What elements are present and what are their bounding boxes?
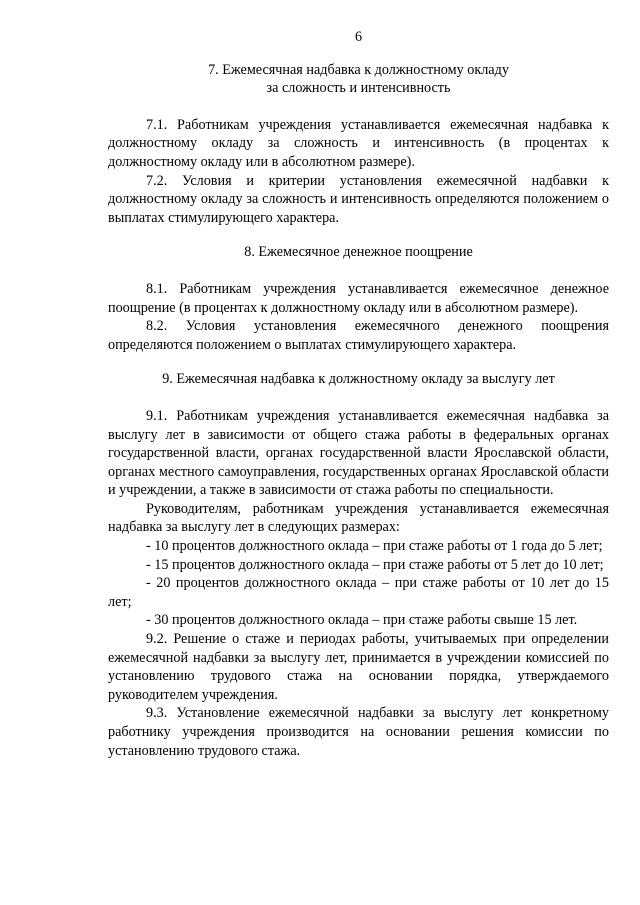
list-item-30-percent: - 30 процентов должностного оклада – при стаже работы свыше 15 лет. [146,612,578,629]
document-page [108,28,609,760]
paragraph-9-3: 9.3. Установление ежемесячной надбавки за выслугу лет конкретному работнику учреждения производится на основании решения комиссии по установлению трудового стажа. [108,705,609,759]
paragraph-9-2: 9.2. Решение о стаже и периодах работы, учитываемых при определении ежемесячной надбавки за выслугу лет, принимается в учреждении комиссией по установлению трудового стажа на основании порядка, утверждаемого руководителем учреждения. [108,631,609,703]
heading-line: за сложность и интенсивность [266,80,451,97]
section-8-heading [108,243,609,262]
list-item-15-percent: - 15 процентов должностного оклада – при стаже работы от 5 лет до 10 лет; [146,556,604,573]
paragraph-8-2: 8.2. Условия установления ежемесячного денежного поощрения определяются положением о выплатах стимулирующего характера. [108,318,609,353]
heading-line: 7. Ежемесячная надбавка к должностному окладу [208,61,509,78]
paragraph-8-1: 8.1. Работникам учреждения устанавливается ежемесячное денежное поощрение (в процентах к должностному окладу или в абсолютном размере). [108,280,609,316]
heading-line: 9. Ежемесячная надбавка к должностному окладу за выслугу лет [162,371,555,388]
paragraph-9-1: 9.1. Работникам учреждения устанавливается ежемесячная надбавка за выслугу лет в зависимости от общего стажа работы в федеральных органах государственной власти, органах государственной власти Ярославской области, органах местного самоуправления, государственных органах Ярославской области и учреждении, а также в зависимости от стажа работы по специальности. [108,407,609,499]
paragraph-7-2: 7.2. Условия и критерии установления ежемесячной надбавки к должностному окладу за сложность и интенсивность определяются положением о выплатах стимулирующего характера. [108,172,609,226]
list-item-20-percent: - 20 процентов должностного оклада – при стаже работы от 10 лет до 15 лет; [108,575,609,610]
paragraph-7-1: 7.1. Работникам учреждения устанавливается ежемесячная надбавка к должностному окладу за сложность и интенсивность (в процентах к должностному окладу или в абсолютном размере). [108,116,609,170]
paragraph-9-1-leaders: Руководителям, работникам учреждения устанавливается ежемесячная надбавка за выслугу лет в следующих размерах: [108,500,609,536]
page-number: 6 [354,29,363,45]
section-9-heading [108,370,609,389]
list-item-10-percent: - 10 процентов должностного оклада – при стаже работы от 1 года до 5 лет; [146,538,603,555]
section-7-heading [108,61,609,98]
heading-line: 8. Ежемесячное денежное поощрение [244,244,473,261]
